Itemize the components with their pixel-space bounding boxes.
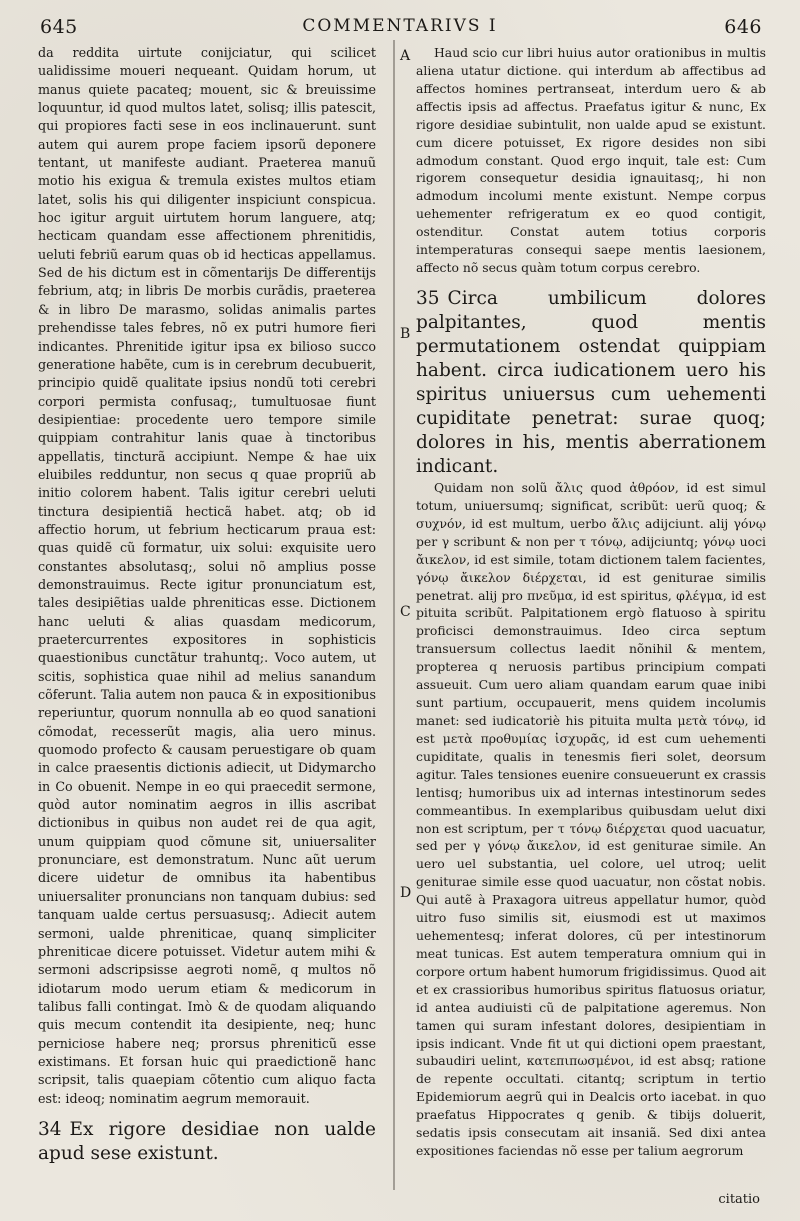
section-heading-text: Circa umbilicum dolores palpitantes, quod mentis permutationem ostendat quippiam habent. circa iudicationem uero his spiritus uniuersus cum uehementi cupiditate penetrat: surae quoq; dolores in his, mentis aberrationem indicant. bbox=[416, 287, 766, 477]
left-column bbox=[38, 44, 376, 1166]
section-heading-35 bbox=[416, 287, 766, 479]
section-heading-text: Ex rigore desidiae non ualde apud sese existunt. bbox=[38, 1118, 376, 1164]
right-column bbox=[416, 44, 766, 1160]
section-heading-34 bbox=[38, 1118, 376, 1166]
left-page-number: 645 bbox=[40, 16, 78, 38]
commentary-paragraph-2: Quidam non solũ ἄλις quod ἀθρόον, id est simul totum, uniuersumq; significat, scribũt: uerũ quoq; & συχνόν, id est multum, uerbo ἄλις adijciunt. alij γόνῳ per γ scribunt & non per τ τόνῳ, adijciuntq; γόνῳ uoci ἄικελον, id est simile, totam dictionem talem facientes, γόνῳ ἄικελον διέρχεται, id est geniturae similis penetrat. alij pro πνεῦμα, id est spiritus, φλέγμα, id est pituita scribũt. Palpitationem ergò flatuoso à spiritu proficisci demonstrauimus. Ideo circa septum transuersum collectus laedit nõnihil & mentem, propterea q neruosis partibus principium compati assueuit. Cum uero aliam quandam earum quae inibi sunt partium, occupauerit, mens quidem incolumis manet: sed iudicatoriè his pituita multa μετὰ τόνῳ, id est μετὰ προθυμίας ἰσχυρᾶς, id est cum uehementi cupiditate, qualis in tenesmis fieri solet, deorsum agitur. Tales tensiones euenire consueuerunt ex crassis lentisq; humoribus uix ad internas intestinorum sedes commeantibus. In exemplaribus quibusdam uelut dixi non est scriptum, per τ τόνῳ διέρχεται quod uacuatur, sed per γ γόνῳ ἄικελον, id est geniturae simile. An uero uel substantia, uel colore, uel utroq; uelit geniturae simile esse quod uacuatur, non cõstat nobis. Qui autẽ à Praxagora uitreus appellatur humor, quòd uitro fuso similis sit, eiusmodi est ut maximos uehementesq; inferat dolores, cũ per intestinorum meat tunicas. Est autem temperatura omnium qui in corpore ortum habent humorum frigidissimus. Quod ait et ex crassioribus humoribus spiritus flatuosus oriatur, id antea audiuisti cũ de palpitatione ageremus. Non tamen qui suram infestant dolores, desipientiam in ipsis indicant. Vnde fit ut qui dictioni opem praestant, subaudiri uelint, κατεπιπωσμένοι, id est absq; ratione de repente occultati. citantq; scriptum in tertio Epidemiorum aegrũ qui in Dealcis orto iacebat. in quo praefatus Hippocrates q genib. & tibijs doluerit, sedatis ipsis consecutam ait insaniã. Sed dixi antea expositiones faciendas nõ esse per talium aegrorum bbox=[416, 479, 766, 1159]
left-column-paragraph: da reddita uirtute conijciatur, qui scilicet ualidissime moueri nequeant. Quidam horum, ut manus quiete pacateq; mouent, sic & breuissime loquuntur, id quod multos latet, solisq; illis patescit, qui propiores facti sese in eos inclinauerunt. sunt autem qui aurem prope faciem ipsorũ deponere tentant, ut manifeste audiant. Praeterea manuũ motio his exigua & tremula existes multos etiam latet, solis his qui diligenter inspiciunt conspicua. hoc igitur arguit uirtutem horum languere, atq; hecticam quandam esse affectionem phrenitidis, ueluti febriũ earum quas ob id hecticas appellamus. Sed de his dictum est in cõmentarijs De differentijs febrium, atq; in libris De morbis curãdis, praeterea & in libro De marasmo, solidas animalis partes prehendisse tales febres, nõ ex putri humore fieri indicantes. Phrenitide igitur ipsa ex bilioso succo generatione habẽte, cum is in cerebrum decubuerit, principio quidẽ qualitate ipsius nondũ toti cerebri corpori permista confusaq;, tumultuosae fiunt desipientiae: procedente uero tempore simile quippiam contrahitur lanis quae à tinctoribus appellatis, tincturã accipiunt. Nempe & hae uix eluibiles redduntur, non secus q quae propriũ ab initio colorem habent. Talis igitur cerebri ueluti tinctura desipientiã hecticã habet. atq; ob id affectio horum, ut febrium hecticarum praua est: quas quidẽ cũ formatur, uix solui: exquisite uero constantes absolutasq;, solui nõ amplius posse demonstrauimus. Recte igitur pronunciatum est, tales desipiẽtias ualde phreniticas esse. Dictionem hanc ueluti & alias quasdam medicorum, praetercurrentes expositores in sophisticis quaestionibus cunctãtur trahuntq;. Voco autem, ut scitis, sophistica quae nihil ad melius sanandum cõferunt. Talia autem non pauca & in expositionibus reperiuntur, quorum nonnulla ab eo quod sanationi cõmodat, recesserũt magis, alia uero minus. quomodo profecto & causam peruestigare ob quam in calce praesentis dictionis adiecit, ut Didymarcho in Co obuenit. Nempe in eo qui praecedit sermone, quòd autor nominatim aegros in illis ascribat dictionibus in quibus non audet rei de qua agit, unum quippiam quod cõmune sit, uniuersaliter pronunciare, est demonstratum. Nunc aũt uerum dicere uidetur de omnibus ita habentibus uniuersaliter pronuncians non tanquam dubius: sed tanquam ualde certus persuasusq;. Adiecit autem sermoni, ualde phreniticae, quanq simpliciter phreniticae dicere potuisset. Videtur autem mihi & sermoni adscripsisse aegroti nomẽ, q multos nõ idiotarum modo uerum etiam & medicorum in talibus falli contingat. Imò & de quodam aliquando quis mecum contendit ita desipiente, neq; hunc perniciose habere neq; prorsus phreniticũ esse existimans. Et forsan huic qui praedictionẽ hanc scripsit, talis quaepiam cõtentio cum aliquo facta est: ideoq; nominatim aegrum memorauit. bbox=[38, 45, 376, 1106]
commentary-paragraph-1: Haud scio cur libri huius autor orationibus in multis aliena utatur dictione. qui interdum ab affectibus ad affectos homines pertranseat, interdum uero & ab affectis ipsis ad affectus. Praefatus igitur & nunc, Ex rigore desidiae subintulit, non ualde apud se existunt. cum dicere potuisset, Ex rigore desides non sibi admodum constant. Quod ergo inquit, tale est: Cum rigorem consequetur desidia ignauitasq;, hi non admodum incolumi mente existunt. Nempe corpus uehementer refrigeratum ex eo quod contigit, ostenditur. Constat autem totius corporis intemperaturas consequi saepe mentis laesionem, affecto nõ secus quàm totum corpus cerebro. bbox=[416, 45, 766, 276]
margin-letter-c: C bbox=[400, 604, 411, 620]
margin-letter-b: B bbox=[400, 326, 411, 342]
margin-letter-a: A bbox=[400, 48, 411, 64]
column-divider bbox=[393, 40, 395, 1190]
catchword: citatio bbox=[718, 1192, 760, 1207]
margin-letter-d: D bbox=[400, 885, 412, 901]
right-page-number: 646 bbox=[724, 16, 762, 38]
section-number: 35 bbox=[416, 287, 440, 309]
section-number: 34 bbox=[38, 1118, 62, 1140]
running-head: COMMENTARIVS I bbox=[302, 16, 498, 36]
